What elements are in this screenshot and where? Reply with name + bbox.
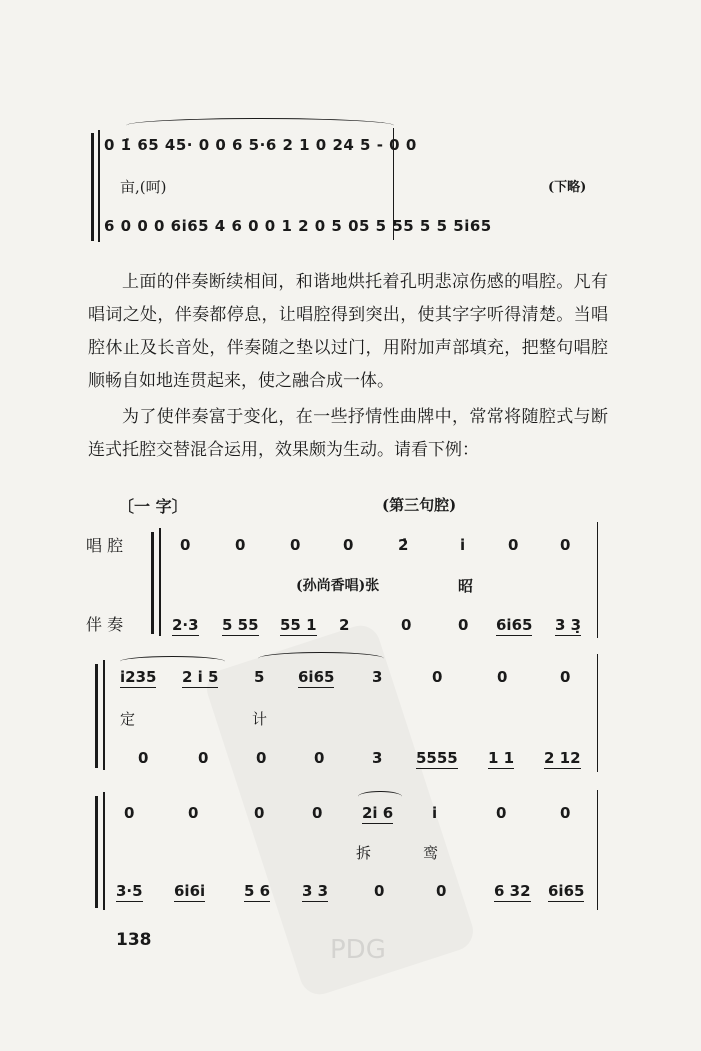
s3-voice-note: 0	[124, 804, 135, 822]
s1-accomp-note: 5 55	[222, 616, 259, 634]
system1-end-bar	[597, 522, 598, 638]
s3-voice-note: 0	[188, 804, 199, 822]
slur-s3	[358, 791, 402, 802]
s2-accomp-note: 0	[256, 749, 267, 767]
s1-voice-note: 0	[235, 536, 246, 554]
s3-accomp-note: 6i65	[548, 882, 585, 900]
s3-lyric2: 鸾	[423, 844, 439, 862]
s3-voice-note: i	[432, 804, 438, 822]
s3-accomp-note: 6i6i	[174, 882, 206, 900]
s2-voice-note: 2 i 5	[182, 668, 219, 686]
system3-line	[103, 792, 105, 910]
system3-end-bar	[597, 790, 598, 910]
system2-end-bar	[597, 654, 598, 772]
s2-voice-note: 3	[372, 668, 383, 686]
s1-accomp-note: 2·3	[172, 616, 199, 634]
system3-brace	[95, 796, 98, 908]
s2-voice-note: 0	[560, 668, 571, 686]
page-number: 138	[116, 930, 152, 950]
s3-accomp-note: 6 32	[494, 882, 531, 900]
s1-accomp-note: 2	[339, 616, 350, 634]
slur-top	[126, 118, 394, 133]
s3-voice-note: 0	[496, 804, 507, 822]
system2-line	[103, 660, 105, 770]
s3-accomp-note: 3·5	[116, 882, 143, 900]
s3-voice-note: 2i 6	[362, 804, 394, 822]
s1-lyric2: 昭	[458, 577, 474, 595]
paragraph-1: 上面的伴奏断续相间，和谐地烘托着孔明悲凉伤感的唱腔。凡有唱词之处，伴奏都停息，让唱腔得到突出，使其字字听得清楚。当唱腔休止及长音处，伴奏随之垫以过门，用附加声部填充，把整句唱腔顺畅自如地连贯起来，使之融合成一体。	[88, 272, 608, 391]
s1-voice-note: i	[460, 536, 466, 554]
s1-voice-note: 0	[508, 536, 519, 554]
s1-accomp-note: 0	[458, 616, 469, 634]
s3-accomp-note: 5 6	[244, 882, 271, 900]
s3-voice-note: 0	[254, 804, 265, 822]
s1-voice-note: 0	[290, 536, 301, 554]
system-line	[98, 130, 100, 242]
s1-accomp-note: 0	[401, 616, 412, 634]
s3-accomp-note: 3 3	[302, 882, 329, 900]
s1-voice-note: 2̇	[398, 536, 409, 554]
s2-accomp-note: 0	[138, 749, 149, 767]
s2-accomp-note: 5555	[416, 749, 458, 767]
s2-lyric1: 定	[120, 710, 136, 728]
s1-voice-note: 0	[180, 536, 191, 554]
s1-accomp-note: 55 1	[280, 616, 317, 634]
s2-voice-note: 6i65	[298, 668, 335, 686]
s1-accomp-note: 3 3̣	[555, 616, 582, 634]
s3-voice-note: 0	[560, 804, 571, 822]
s1-voice-note: 0	[560, 536, 571, 554]
top-note-right: (下略)	[548, 180, 587, 195]
top-voice-line: 0 1̇ 65 45· 0 0 6 5·6 2 1 0 24 5 - 0 0	[104, 136, 417, 154]
paragraph-2: 为了使伴奏富于变化，在一些抒情性曲牌中，常常将随腔式与断连式托腔交替混合运用，效果颇为生动。请看下例：	[88, 407, 608, 460]
system2-brace	[95, 664, 98, 768]
s1-voice-note: 0	[343, 536, 354, 554]
s3-accomp-note: 0	[374, 882, 385, 900]
s1-accomp-note: 6i65	[496, 616, 533, 634]
slur-s2-left	[120, 656, 225, 667]
slur-s2	[258, 652, 384, 665]
s2-lyric2: 计	[252, 710, 268, 728]
s3-voice-note: 0	[312, 804, 323, 822]
top-lyric: 亩,(呵)	[120, 178, 167, 196]
watermark-text: PDG	[330, 935, 386, 965]
example-section-label: (第三句腔)	[382, 496, 457, 514]
system1-brace	[151, 532, 154, 634]
s2-accomp-note: 3	[372, 749, 383, 767]
s2-voice-note: 5	[254, 668, 265, 686]
s2-accomp-note: 0	[198, 749, 209, 767]
top-accomp-line: 6 0 0 0 6i65 4 6 0 0 1 2 0 5 05 5 55 5 5 5i65	[104, 217, 492, 235]
example-bracket-label: 〔一 字〕	[118, 497, 188, 516]
s3-accomp-note: 0	[436, 882, 447, 900]
s2-accomp-note: 0	[314, 749, 325, 767]
system1-line	[159, 528, 161, 636]
system-brace	[91, 133, 94, 241]
s2-voice-note: 0	[432, 668, 443, 686]
row-label-voice: 唱 腔	[86, 536, 124, 555]
s1-singer: (孙尚香唱)张	[296, 578, 380, 594]
s3-lyric1: 拆	[356, 844, 372, 862]
row-label-accomp: 伴 奏	[86, 615, 124, 634]
s2-accomp-note: 1 1	[488, 749, 515, 767]
s2-accomp-note: 2 12	[544, 749, 581, 767]
s2-voice-note: 0	[497, 668, 508, 686]
s2-voice-note: i235	[120, 668, 157, 686]
